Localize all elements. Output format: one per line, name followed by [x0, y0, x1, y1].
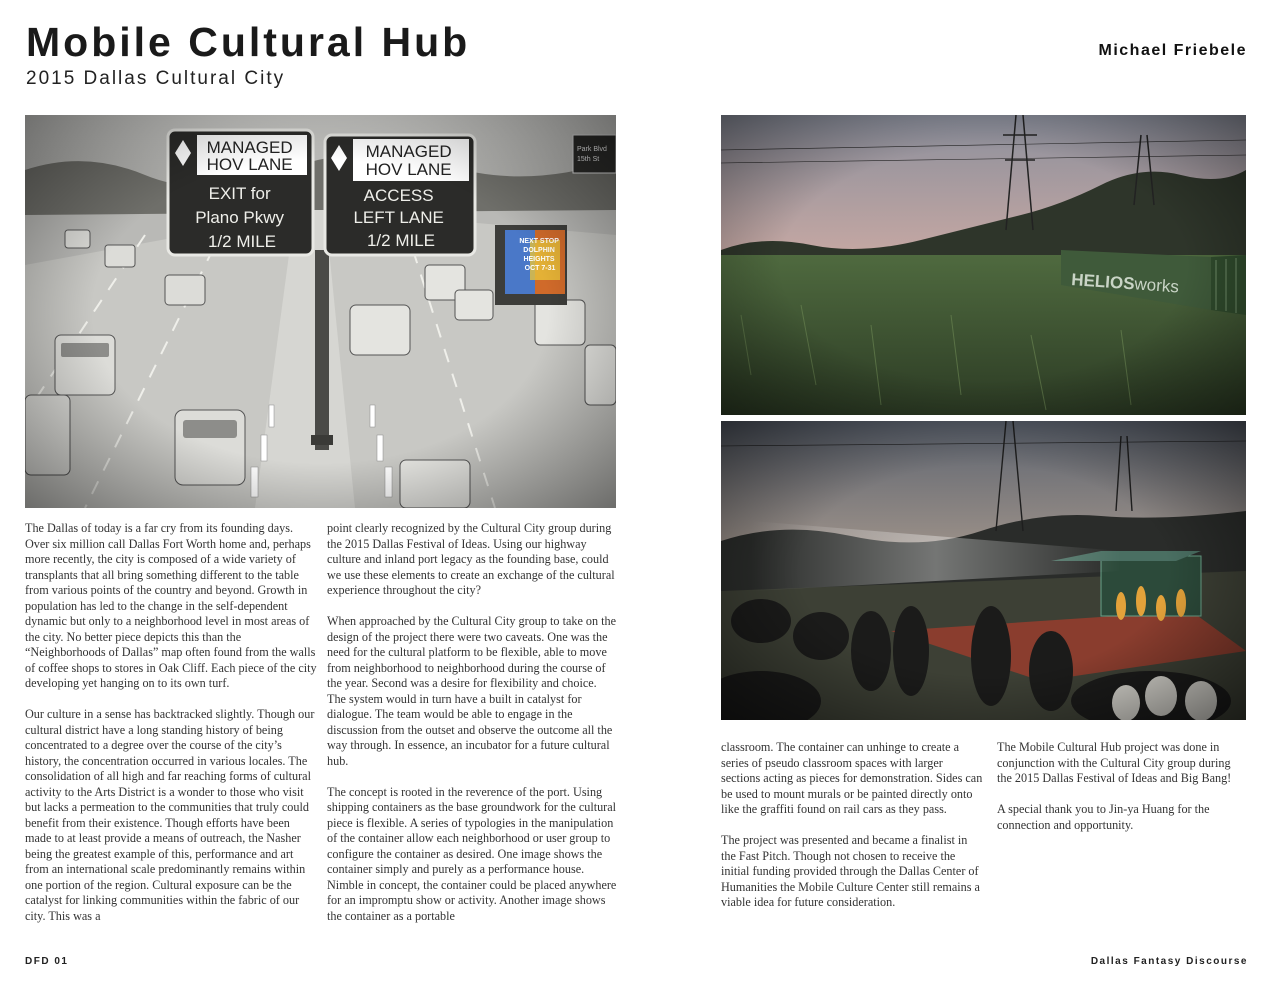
paragraph: classroom. The container can unhinge to create a series of pseudo classroom spaces with larger sections acting as pieces for demonstration. Sides can be used to mount murals or be painted directly onto like the graffiti found on rail cars as they pass.	[721, 740, 983, 816]
highway-photo	[25, 115, 616, 508]
article-column-1	[25, 521, 317, 940]
paragraph: point clearly recognized by the Cultural City group during the 2015 Dallas Festival of Ideas. Using our highway culture and inland port legacy as the founding base, could we use these elements to create an exchange of the cultural experience throughout the city?	[327, 521, 615, 597]
page-number: DFD 01	[25, 956, 69, 967]
paragraph: When approached by the Cultural City group to take on the design of the project there were two caveats. One was the need for the cultural platform to be flexible, able to move from neighborhood to neighborhood during the course of the year. Second was a desire for flexibility and choice. The system would in turn have a built in catalyst for dialogue. The team would be able to engage in the discussion from the outset and observe the outcome all the way through. In essence, an incubator for a future cultural hub.	[327, 614, 617, 768]
article-column-2	[327, 521, 617, 940]
page-subtitle: 2015 Dallas Cultural City	[26, 68, 286, 89]
paragraph: The Dallas of today is a far cry from its founding days. Over six million call Dallas Fort Worth home and, perhaps more recently, the city is composed of a wide variety of transplants that all bring something different to the table from various points of the country and beyond. Growth in population has led to the change in the self-dependent dynamic but only to a neighborhood level in most areas of the city. No better piece depicts this than the “Neighborhoods of Dallas” map often found from the walls of coffee shops to stores in Oak Cliff. Each piece of the city developing yet hanging on to its own turf.	[25, 521, 317, 690]
performance-event-photo	[721, 421, 1246, 720]
field-container-photo	[721, 115, 1246, 415]
publication-name: Dallas Fantasy Discourse	[1090, 956, 1248, 967]
paragraph: The project was presented and became a finalist in the Fast Pitch. Though not chosen to receive the initial funding provided through the Dallas Center of Humanities the Mobile Culture Center still remains a viable idea for future consideration.	[721, 833, 980, 909]
page-title: Mobile Cultural Hub	[26, 19, 471, 65]
paragraph: A special thank you to Jin-ya Huang for the connection and opportunity.	[997, 802, 1210, 832]
paragraph: Our culture in a sense has backtracked slightly. Though our cultural district have a long standing history of being concentrated to a degree over the course of the city’s history, the concentration occurred in various locales. The consolidation of all high and far reaching forms of cultural activity to the Arts District is a wonder to those who visit but lacks a permeation to the communities that truly could benefit from their existence. Though efforts have been made to at least provide a means of outreach, the Nasher being the greatest example of this, performance and art from an international scale predominantly remains within one portion of the region. Cultural exposure can be the catalyst for linking communities within the fabric of our city. This was a	[25, 707, 315, 923]
paragraph: The Mobile Cultural Hub project was done in conjunction with the Cultural City group during the 2015 Dallas Festival of Ideas and Big Bang!	[997, 740, 1232, 785]
paragraph: The concept is rooted in the reverence of the port. Using shipping containers as the base groundwork for the cultural piece is flexible. A series of typologies in the manipulation of the container allow each neighborhood or user group to configure the container as desired. One image shows the container simply and purely as a performance house. Nimble in concept, the container could be placed anywhere for an impromptu show or activity. Another image shows the container as a portable	[327, 784, 617, 923]
author-name: Michael Friebele	[1098, 42, 1247, 59]
article-column-3	[721, 740, 983, 926]
article-column-4	[997, 740, 1247, 849]
